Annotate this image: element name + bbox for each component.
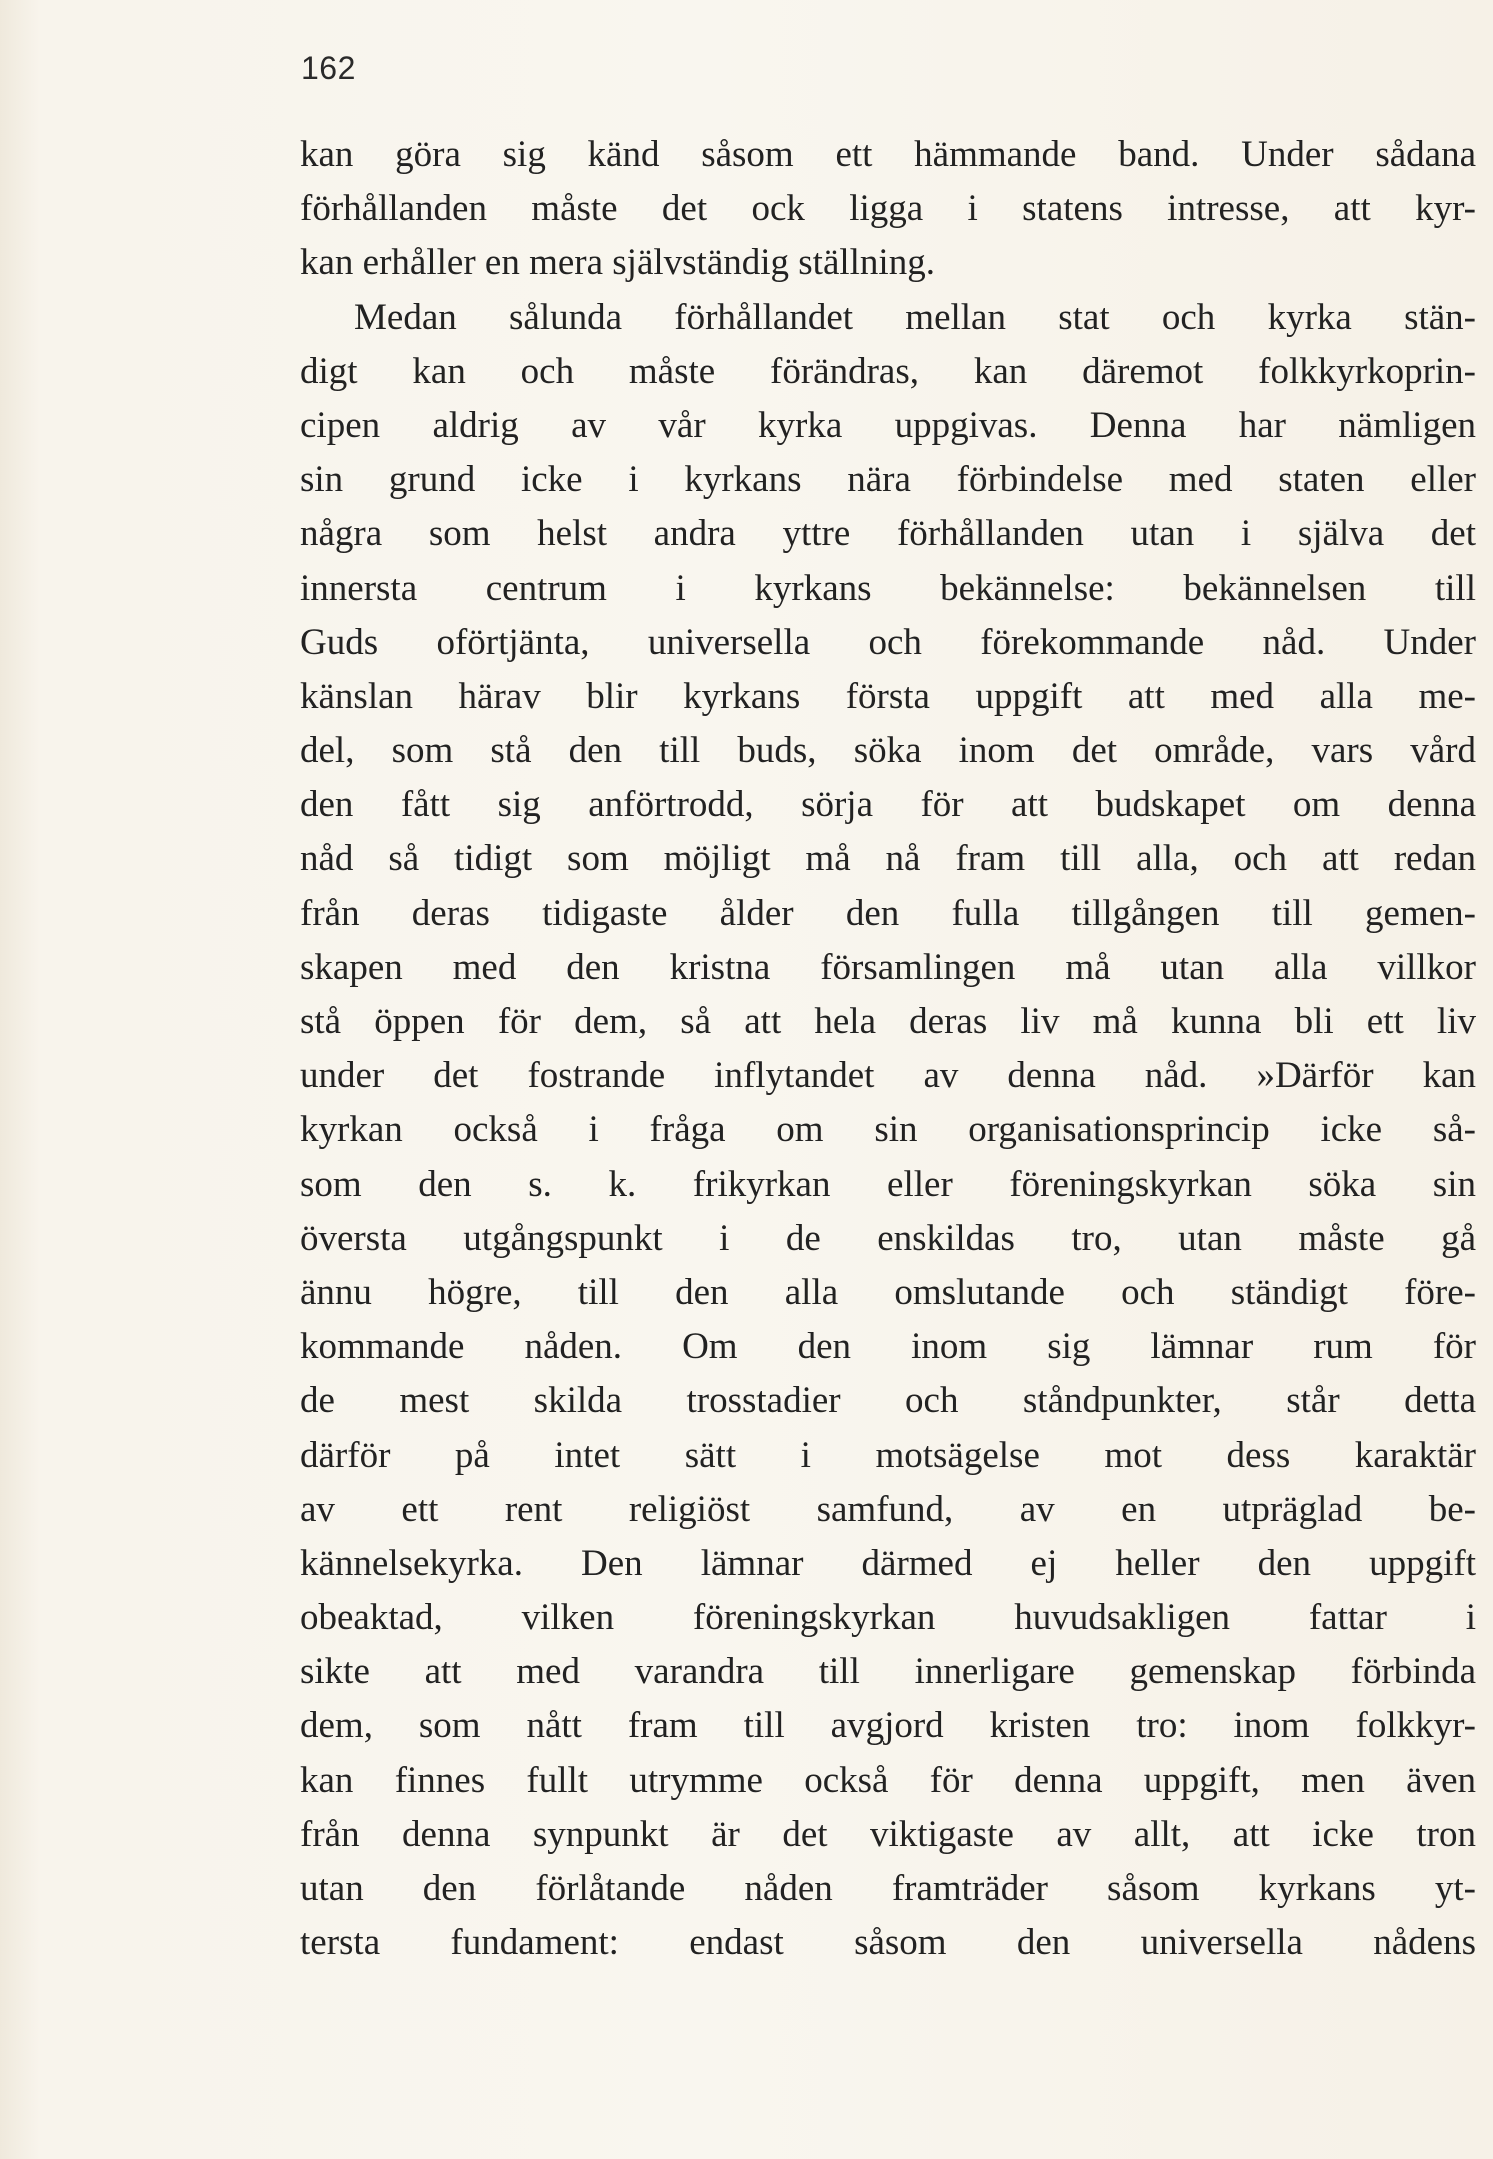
text-line: nåd så tidigt som möjligt må nå fram till alla, och att redan (300, 838, 1476, 880)
text-line: tersta fundament: endast såsom den universella nådens (300, 1922, 1476, 1964)
text-line: kan finnes fullt utrymme också för denna uppgift, men även (300, 1759, 1476, 1801)
text-line: obeaktad, vilken föreningskyrkan huvudsakligen fattar i (300, 1597, 1476, 1639)
text-line: från deras tidigaste ålder den fulla tillgången till gemen- (300, 892, 1476, 934)
text-line: från denna synpunkt är det viktigaste av allt, att icke tron (300, 1813, 1476, 1855)
text-line: känslan härav blir kyrkans första uppgift att med alla me- (300, 675, 1476, 717)
text-line: skapen med den kristna församlingen må utan alla villkor (300, 946, 1476, 988)
text-line: förhållanden måste det ock ligga i statens intresse, att kyr- (300, 188, 1476, 230)
text-line: del, som stå den till buds, söka inom det område, vars vård (300, 730, 1476, 772)
text-line: översta utgångspunkt i de enskildas tro, utan måste gå (300, 1217, 1476, 1259)
text-line: dem, som nått fram till avgjord kristen tro: inom folkkyr- (300, 1705, 1476, 1747)
text-line: några som helst andra yttre förhållanden utan i själva det (300, 513, 1476, 555)
page-number: 162 (301, 50, 356, 86)
text-line: digt kan och måste förändras, kan däremot folkkyrkoprin- (300, 350, 1476, 392)
text-line: Guds oförtjänta, universella och förekommande nåd. Under (300, 621, 1476, 663)
text-line: kan göra sig känd såsom ett hämmande band. Under sådana (300, 134, 1476, 175)
body-text (300, 128, 1476, 1970)
text-line: kan erhåller en mera självständig ställning. (300, 242, 935, 284)
text-line: utan den förlåtande nåden framträder såsom kyrkans yt- (300, 1868, 1476, 1909)
text-line: innersta centrum i kyrkans bekännelse: bekännelsen till (300, 567, 1476, 609)
text-line: de mest skilda trosstadier och ståndpunkter, står detta (300, 1380, 1476, 1422)
text-line: av ett rent religiöst samfund, av en utpräglad be- (300, 1488, 1476, 1530)
text-line: därför på intet sätt i motsägelse mot dess karaktär (300, 1434, 1476, 1476)
text-line: sikte att med varandra till innerligare gemenskap förbinda (300, 1651, 1476, 1693)
text-line: stå öppen för dem, så att hela deras liv må kunna bli ett liv (300, 1001, 1476, 1042)
text-line: kyrkan också i fråga om sin organisationsprincip icke så- (300, 1109, 1476, 1151)
text-line: cipen aldrig av vår kyrka uppgivas. Denna har nämligen (300, 404, 1476, 446)
text-line: Medan sålunda förhållandet mellan stat och kyrka stän- (354, 296, 1476, 338)
text-line: under det fostrande inflytandet av denna nåd. »Därför kan (300, 1055, 1476, 1097)
text-line: kommande nåden. Om den inom sig lämnar rum för (300, 1326, 1476, 1368)
text-line: den fått sig anförtrodd, sörja för att budskapet om denna (300, 784, 1476, 826)
text-line: som den s. k. frikyrkan eller föreningskyrkan söka sin (300, 1163, 1476, 1205)
text-line: ännu högre, till den alla omslutande och ständigt före- (300, 1271, 1476, 1313)
text-line: kännelsekyrka. Den lämnar därmed ej heller den uppgift (300, 1542, 1476, 1584)
text-line: sin grund icke i kyrkans nära förbindelse med staten eller (300, 459, 1476, 501)
